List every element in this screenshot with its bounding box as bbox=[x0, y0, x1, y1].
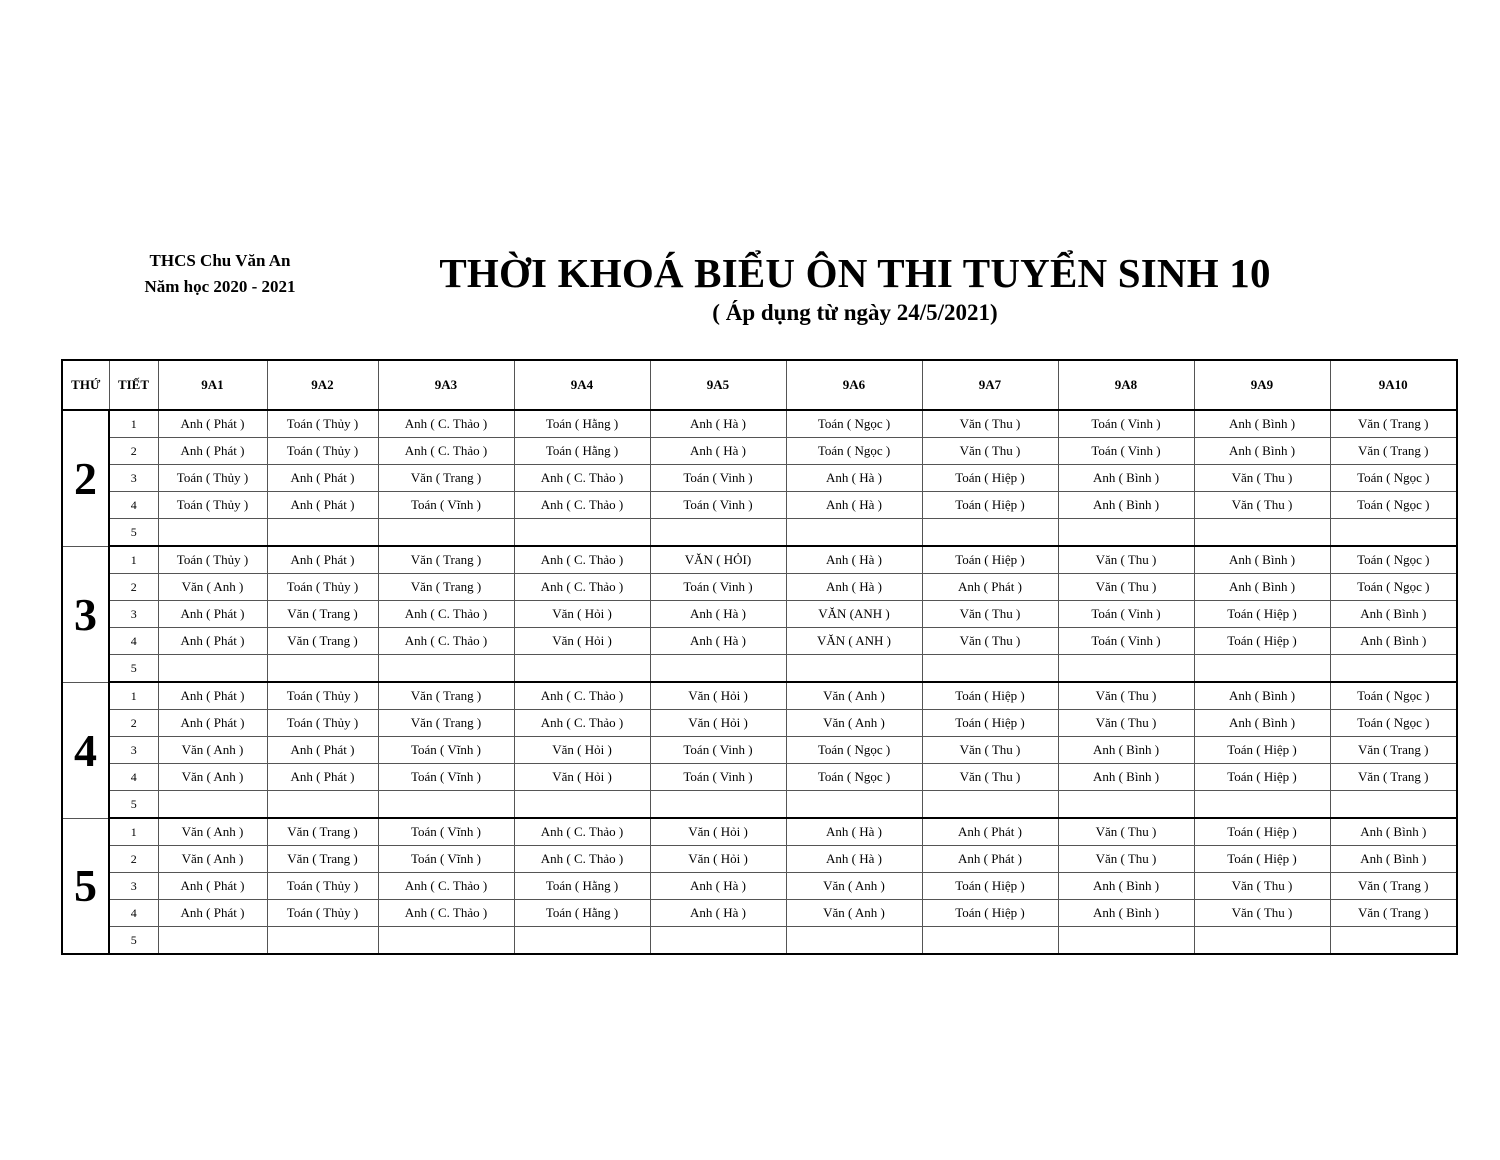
lesson-cell bbox=[786, 655, 922, 683]
lesson-cell: Văn ( Trang ) bbox=[378, 710, 514, 737]
lesson-cell: Anh ( C. Thảo ) bbox=[378, 601, 514, 628]
lesson-cell: Toán ( Vĩnh ) bbox=[378, 764, 514, 791]
lesson-cell: Anh ( C. Thảo ) bbox=[514, 682, 650, 710]
lesson-cell bbox=[650, 791, 786, 819]
table-row bbox=[62, 410, 1457, 438]
lesson-cell bbox=[514, 519, 650, 547]
lesson-cell bbox=[267, 927, 378, 955]
lesson-cell: Văn ( Anh ) bbox=[786, 873, 922, 900]
lesson-cell: Anh ( C. Thảo ) bbox=[514, 710, 650, 737]
lesson-cell: Anh ( Bình ) bbox=[1058, 492, 1194, 519]
lesson-cell bbox=[1194, 655, 1330, 683]
lesson-cell: Anh ( Hà ) bbox=[650, 900, 786, 927]
lesson-cell: Anh ( Phát ) bbox=[267, 737, 378, 764]
header-class: 9A4 bbox=[514, 360, 650, 410]
lesson-cell: Anh ( Hà ) bbox=[650, 873, 786, 900]
lesson-cell: Toán ( Vĩnh ) bbox=[378, 818, 514, 846]
lesson-cell bbox=[650, 655, 786, 683]
lesson-cell: Văn ( Anh ) bbox=[158, 574, 267, 601]
lesson-cell: Toán ( Ngọc ) bbox=[786, 410, 922, 438]
lesson-cell bbox=[158, 791, 267, 819]
lesson-cell: Toán ( Thủy ) bbox=[267, 900, 378, 927]
lesson-cell: Anh ( Phát ) bbox=[158, 628, 267, 655]
lesson-cell: Toán ( Thủy ) bbox=[267, 682, 378, 710]
lesson-cell: Anh ( C. Thảo ) bbox=[378, 438, 514, 465]
period-cell: 1 bbox=[109, 546, 158, 574]
lesson-cell: Toán ( Hiệp ) bbox=[922, 465, 1058, 492]
lesson-cell bbox=[786, 927, 922, 955]
lesson-cell: Toán ( Thủy ) bbox=[158, 546, 267, 574]
lesson-cell: Toán ( Vinh ) bbox=[650, 465, 786, 492]
lesson-cell: Văn ( Thu ) bbox=[1194, 492, 1330, 519]
table-row bbox=[62, 927, 1457, 955]
lesson-cell bbox=[1194, 791, 1330, 819]
lesson-cell: Toán ( Thủy ) bbox=[267, 710, 378, 737]
lesson-cell: Toán ( Vinh ) bbox=[650, 737, 786, 764]
lesson-cell: Anh ( C. Thảo ) bbox=[514, 546, 650, 574]
period-cell: 3 bbox=[109, 465, 158, 492]
lesson-cell: Toán ( Thủy ) bbox=[267, 574, 378, 601]
lesson-cell: Anh ( Phát ) bbox=[267, 764, 378, 791]
lesson-cell: Văn ( Thu ) bbox=[1058, 546, 1194, 574]
lesson-cell: Toán ( Ngọc ) bbox=[1330, 682, 1457, 710]
period-cell: 4 bbox=[109, 900, 158, 927]
lesson-cell: Toán ( Hiệp ) bbox=[1194, 628, 1330, 655]
lesson-cell: Văn ( Anh ) bbox=[158, 764, 267, 791]
lesson-cell: Văn ( Thu ) bbox=[1058, 574, 1194, 601]
period-cell: 1 bbox=[109, 410, 158, 438]
lesson-cell: Anh ( Bình ) bbox=[1058, 873, 1194, 900]
lesson-cell: Anh ( Bình ) bbox=[1194, 546, 1330, 574]
lesson-cell: Anh ( C. Thảo ) bbox=[378, 628, 514, 655]
lesson-cell: Anh ( Bình ) bbox=[1058, 900, 1194, 927]
day-cell: 3 bbox=[62, 546, 109, 682]
lesson-cell: Văn ( Thu ) bbox=[922, 737, 1058, 764]
lesson-cell: Văn ( Hỏi ) bbox=[514, 628, 650, 655]
lesson-cell bbox=[1194, 519, 1330, 547]
lesson-cell: Anh ( Phát ) bbox=[158, 410, 267, 438]
lesson-cell: Toán ( Ngọc ) bbox=[1330, 710, 1457, 737]
header-class: 9A5 bbox=[650, 360, 786, 410]
lesson-cell: Toán ( Hằng ) bbox=[514, 873, 650, 900]
lesson-cell: Văn ( Anh ) bbox=[158, 818, 267, 846]
lesson-cell bbox=[514, 655, 650, 683]
lesson-cell bbox=[514, 791, 650, 819]
lesson-cell: Văn ( Trang ) bbox=[267, 628, 378, 655]
lesson-cell: Anh ( Phát ) bbox=[158, 873, 267, 900]
lesson-cell: Toán ( Thủy ) bbox=[267, 410, 378, 438]
lesson-cell bbox=[514, 927, 650, 955]
lesson-cell: Văn ( Trang ) bbox=[1330, 900, 1457, 927]
lesson-cell: Văn ( Trang ) bbox=[267, 846, 378, 873]
table-row bbox=[62, 492, 1457, 519]
timetable bbox=[61, 359, 1458, 955]
lesson-cell: Văn ( Trang ) bbox=[267, 818, 378, 846]
lesson-cell bbox=[378, 791, 514, 819]
table-row bbox=[62, 546, 1457, 574]
lesson-cell: Toán ( Hiệp ) bbox=[922, 492, 1058, 519]
lesson-cell: Văn ( Trang ) bbox=[1330, 764, 1457, 791]
table-row bbox=[62, 682, 1457, 710]
lesson-cell: Anh ( Phát ) bbox=[267, 546, 378, 574]
lesson-cell: Văn ( Thu ) bbox=[1194, 465, 1330, 492]
lesson-cell: Toán ( Vinh ) bbox=[1058, 628, 1194, 655]
lesson-cell: Anh ( Bình ) bbox=[1194, 574, 1330, 601]
lesson-cell: Anh ( Phát ) bbox=[267, 492, 378, 519]
table-row bbox=[62, 601, 1457, 628]
lesson-cell: Văn ( Hỏi ) bbox=[514, 764, 650, 791]
lesson-cell: Toán ( Thủy ) bbox=[267, 873, 378, 900]
lesson-cell: Anh ( Bình ) bbox=[1194, 710, 1330, 737]
lesson-cell: VĂN ( HỎI) bbox=[650, 546, 786, 574]
school-info bbox=[120, 248, 320, 300]
lesson-cell: Toán ( Hằng ) bbox=[514, 438, 650, 465]
period-cell: 3 bbox=[109, 601, 158, 628]
lesson-cell: Toán ( Ngọc ) bbox=[786, 764, 922, 791]
lesson-cell: Anh ( Bình ) bbox=[1058, 764, 1194, 791]
lesson-cell: Anh ( Phát ) bbox=[267, 465, 378, 492]
lesson-cell bbox=[267, 519, 378, 547]
lesson-cell: Anh ( Bình ) bbox=[1330, 818, 1457, 846]
period-cell: 2 bbox=[109, 574, 158, 601]
lesson-cell: Anh ( Hà ) bbox=[650, 438, 786, 465]
period-cell: 2 bbox=[109, 710, 158, 737]
lesson-cell: Văn ( Thu ) bbox=[922, 601, 1058, 628]
lesson-cell: Văn ( Trang ) bbox=[1330, 438, 1457, 465]
lesson-cell: Toán ( Hiệp ) bbox=[922, 710, 1058, 737]
lesson-cell: Toán ( Thủy ) bbox=[267, 438, 378, 465]
title-block bbox=[380, 250, 1330, 328]
period-cell: 4 bbox=[109, 492, 158, 519]
lesson-cell: Văn ( Trang ) bbox=[378, 546, 514, 574]
lesson-cell bbox=[922, 927, 1058, 955]
lesson-cell: VĂN (ANH ) bbox=[786, 601, 922, 628]
table-row bbox=[62, 846, 1457, 873]
lesson-cell: Anh ( Hà ) bbox=[786, 492, 922, 519]
lesson-cell: Anh ( C. Thảo ) bbox=[514, 818, 650, 846]
lesson-cell: Văn ( Anh ) bbox=[158, 737, 267, 764]
lesson-cell bbox=[1330, 655, 1457, 683]
header-class: 9A6 bbox=[786, 360, 922, 410]
lesson-cell: Văn ( Trang ) bbox=[378, 574, 514, 601]
period-cell: 5 bbox=[109, 655, 158, 683]
lesson-cell: Toán ( Ngọc ) bbox=[1330, 546, 1457, 574]
period-cell: 5 bbox=[109, 519, 158, 547]
lesson-cell: Toán ( Hiệp ) bbox=[1194, 846, 1330, 873]
lesson-cell: Anh ( Bình ) bbox=[1330, 628, 1457, 655]
lesson-cell: Anh ( Hà ) bbox=[650, 628, 786, 655]
lesson-cell: Anh ( Hà ) bbox=[786, 574, 922, 601]
lesson-cell: Văn ( Hỏi ) bbox=[650, 818, 786, 846]
lesson-cell: Toán ( Vinh ) bbox=[650, 574, 786, 601]
lesson-cell: Toán ( Hiệp ) bbox=[1194, 601, 1330, 628]
lesson-cell: Anh ( Bình ) bbox=[1194, 438, 1330, 465]
table-row bbox=[62, 628, 1457, 655]
lesson-cell: Anh ( C. Thảo ) bbox=[378, 900, 514, 927]
lesson-cell: Văn ( Hỏi ) bbox=[650, 846, 786, 873]
lesson-cell: Toán ( Hằng ) bbox=[514, 900, 650, 927]
lesson-cell bbox=[786, 791, 922, 819]
lesson-cell: Toán ( Ngọc ) bbox=[786, 737, 922, 764]
table-row bbox=[62, 818, 1457, 846]
lesson-cell bbox=[158, 927, 267, 955]
lesson-cell: Văn ( Trang ) bbox=[378, 682, 514, 710]
header-row bbox=[62, 360, 1457, 410]
lesson-cell: Anh ( Phát ) bbox=[158, 438, 267, 465]
lesson-cell: Toán ( Hiệp ) bbox=[1194, 737, 1330, 764]
lesson-cell bbox=[267, 791, 378, 819]
lesson-cell: Toán ( Hiệp ) bbox=[922, 873, 1058, 900]
lesson-cell: Anh ( C. Thảo ) bbox=[514, 492, 650, 519]
lesson-cell: Văn ( Hỏi ) bbox=[514, 737, 650, 764]
lesson-cell: Văn ( Trang ) bbox=[378, 465, 514, 492]
lesson-cell: Anh ( Bình ) bbox=[1058, 465, 1194, 492]
period-cell: 1 bbox=[109, 818, 158, 846]
lesson-cell: Toán ( Ngọc ) bbox=[1330, 574, 1457, 601]
lesson-cell: Anh ( Phát ) bbox=[922, 846, 1058, 873]
lesson-cell: Toán ( Hiệp ) bbox=[922, 900, 1058, 927]
period-cell: 4 bbox=[109, 764, 158, 791]
period-cell: 2 bbox=[109, 846, 158, 873]
lesson-cell bbox=[1194, 927, 1330, 955]
period-cell: 5 bbox=[109, 791, 158, 819]
lesson-cell: Văn ( Hỏi ) bbox=[650, 710, 786, 737]
lesson-cell: Anh ( Bình ) bbox=[1330, 846, 1457, 873]
lesson-cell bbox=[1058, 791, 1194, 819]
lesson-cell bbox=[378, 519, 514, 547]
lesson-cell: Văn ( Thu ) bbox=[1058, 846, 1194, 873]
lesson-cell: Anh ( Phát ) bbox=[158, 601, 267, 628]
lesson-cell: Toán ( Vĩnh ) bbox=[378, 737, 514, 764]
lesson-cell: Toán ( Vinh ) bbox=[650, 764, 786, 791]
lesson-cell: Anh ( Hà ) bbox=[786, 465, 922, 492]
table-row bbox=[62, 764, 1457, 791]
lesson-cell: Anh ( Hà ) bbox=[786, 546, 922, 574]
lesson-cell: Văn ( Anh ) bbox=[786, 710, 922, 737]
lesson-cell: Toán ( Thủy ) bbox=[158, 492, 267, 519]
table-row bbox=[62, 710, 1457, 737]
lesson-cell: Toán ( Hiệp ) bbox=[1194, 818, 1330, 846]
lesson-cell: Anh ( Phát ) bbox=[922, 574, 1058, 601]
table-row bbox=[62, 655, 1457, 683]
lesson-cell: Anh ( C. Thảo ) bbox=[514, 465, 650, 492]
lesson-cell bbox=[650, 927, 786, 955]
lesson-cell: Anh ( Bình ) bbox=[1194, 410, 1330, 438]
school-year: Năm học 2020 - 2021 bbox=[144, 277, 296, 296]
header-class: 9A3 bbox=[378, 360, 514, 410]
lesson-cell: Anh ( C. Thảo ) bbox=[378, 410, 514, 438]
lesson-cell: Toán ( Ngọc ) bbox=[1330, 465, 1457, 492]
lesson-cell: Văn ( Thu ) bbox=[1058, 710, 1194, 737]
period-cell: 1 bbox=[109, 682, 158, 710]
lesson-cell: Văn ( Anh ) bbox=[786, 682, 922, 710]
lesson-cell: Văn ( Trang ) bbox=[1330, 873, 1457, 900]
day-cell: 5 bbox=[62, 818, 109, 954]
header-period: TIẾT bbox=[109, 360, 158, 410]
lesson-cell: Toán ( Ngọc ) bbox=[1330, 492, 1457, 519]
lesson-cell: Văn ( Thu ) bbox=[1194, 900, 1330, 927]
page-title: THỜI KHOÁ BIỂU ÔN THI TUYỂN SINH 10 bbox=[439, 250, 1271, 296]
lesson-cell: Toán ( Ngọc ) bbox=[786, 438, 922, 465]
lesson-cell: Toán ( Vinh ) bbox=[1058, 410, 1194, 438]
table-row bbox=[62, 900, 1457, 927]
lesson-cell bbox=[922, 519, 1058, 547]
lesson-cell: Anh ( C. Thảo ) bbox=[514, 574, 650, 601]
table-row bbox=[62, 737, 1457, 764]
lesson-cell: Toán ( Hiệp ) bbox=[1194, 764, 1330, 791]
lesson-cell: Anh ( Phát ) bbox=[922, 818, 1058, 846]
period-cell: 5 bbox=[109, 927, 158, 955]
lesson-cell: Văn ( Anh ) bbox=[786, 900, 922, 927]
header-day: THỨ bbox=[62, 360, 109, 410]
lesson-cell: Văn ( Trang ) bbox=[1330, 410, 1457, 438]
day-cell: 4 bbox=[62, 682, 109, 818]
header-class: 9A7 bbox=[922, 360, 1058, 410]
lesson-cell: Toán ( Hằng ) bbox=[514, 410, 650, 438]
lesson-cell bbox=[158, 519, 267, 547]
lesson-cell: Văn ( Thu ) bbox=[922, 628, 1058, 655]
table-row bbox=[62, 465, 1457, 492]
lesson-cell bbox=[650, 519, 786, 547]
page-subtitle: ( Áp dụng từ ngày 24/5/2021) bbox=[712, 300, 998, 325]
lesson-cell: Văn ( Thu ) bbox=[1058, 818, 1194, 846]
table-row bbox=[62, 519, 1457, 547]
table-row bbox=[62, 438, 1457, 465]
lesson-cell: Anh ( Phát ) bbox=[158, 682, 267, 710]
lesson-cell: Anh ( Bình ) bbox=[1058, 737, 1194, 764]
lesson-cell bbox=[1330, 519, 1457, 547]
table-row bbox=[62, 873, 1457, 900]
lesson-cell: Anh ( Phát ) bbox=[158, 900, 267, 927]
lesson-cell bbox=[922, 791, 1058, 819]
header-class: 9A1 bbox=[158, 360, 267, 410]
header-class: 9A2 bbox=[267, 360, 378, 410]
lesson-cell: Văn ( Thu ) bbox=[922, 764, 1058, 791]
lesson-cell: Anh ( Hà ) bbox=[786, 846, 922, 873]
lesson-cell bbox=[1330, 791, 1457, 819]
period-cell: 2 bbox=[109, 438, 158, 465]
lesson-cell: Văn ( Anh ) bbox=[158, 846, 267, 873]
lesson-cell bbox=[1058, 655, 1194, 683]
lesson-cell: Văn ( Trang ) bbox=[1330, 737, 1457, 764]
lesson-cell bbox=[922, 655, 1058, 683]
lesson-cell: Toán ( Vinh ) bbox=[1058, 438, 1194, 465]
lesson-cell: Văn ( Thu ) bbox=[922, 410, 1058, 438]
lesson-cell bbox=[378, 927, 514, 955]
lesson-cell bbox=[1058, 519, 1194, 547]
lesson-cell: Toán ( Hiệp ) bbox=[922, 546, 1058, 574]
lesson-cell bbox=[158, 655, 267, 683]
lesson-cell: Anh ( Hà ) bbox=[650, 601, 786, 628]
lesson-cell: Anh ( Hà ) bbox=[786, 818, 922, 846]
lesson-cell bbox=[267, 655, 378, 683]
lesson-cell: Văn ( Thu ) bbox=[1058, 682, 1194, 710]
day-cell: 2 bbox=[62, 410, 109, 546]
table-row bbox=[62, 791, 1457, 819]
lesson-cell: Toán ( Vinh ) bbox=[650, 492, 786, 519]
header-class: 9A9 bbox=[1194, 360, 1330, 410]
school-name: THCS Chu Văn An bbox=[149, 251, 291, 270]
lesson-cell: Văn ( Trang ) bbox=[267, 601, 378, 628]
lesson-cell: Anh ( Hà ) bbox=[650, 410, 786, 438]
period-cell: 3 bbox=[109, 873, 158, 900]
lesson-cell: Toán ( Vĩnh ) bbox=[378, 492, 514, 519]
lesson-cell: Văn ( Thu ) bbox=[922, 438, 1058, 465]
lesson-cell: Anh ( C. Thảo ) bbox=[514, 846, 650, 873]
lesson-cell bbox=[1330, 927, 1457, 955]
lesson-cell: Toán ( Thủy ) bbox=[158, 465, 267, 492]
period-cell: 4 bbox=[109, 628, 158, 655]
lesson-cell bbox=[378, 655, 514, 683]
lesson-cell bbox=[1058, 927, 1194, 955]
lesson-cell: Toán ( Vinh ) bbox=[1058, 601, 1194, 628]
lesson-cell: Anh ( Bình ) bbox=[1330, 601, 1457, 628]
lesson-cell: Anh ( Bình ) bbox=[1194, 682, 1330, 710]
lesson-cell: Anh ( Phát ) bbox=[158, 710, 267, 737]
table-row bbox=[62, 574, 1457, 601]
lesson-cell: Anh ( C. Thảo ) bbox=[378, 873, 514, 900]
header-class: 9A10 bbox=[1330, 360, 1457, 410]
header-class: 9A8 bbox=[1058, 360, 1194, 410]
lesson-cell: VĂN ( ANH ) bbox=[786, 628, 922, 655]
period-cell: 3 bbox=[109, 737, 158, 764]
lesson-cell: Toán ( Vĩnh ) bbox=[378, 846, 514, 873]
lesson-cell: Văn ( Hỏi ) bbox=[650, 682, 786, 710]
lesson-cell: Văn ( Hỏi ) bbox=[514, 601, 650, 628]
lesson-cell bbox=[786, 519, 922, 547]
lesson-cell: Văn ( Thu ) bbox=[1194, 873, 1330, 900]
lesson-cell: Toán ( Hiệp ) bbox=[922, 682, 1058, 710]
